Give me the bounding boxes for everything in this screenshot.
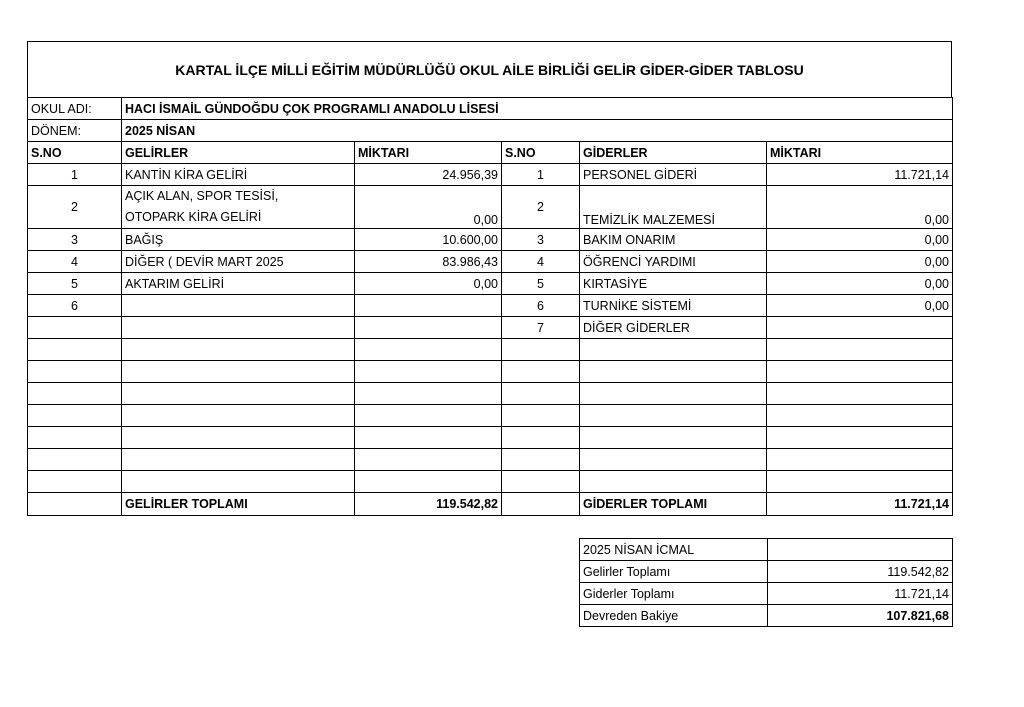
expense-no: 2 [502, 186, 580, 229]
empty-row [28, 361, 953, 383]
expense-amount: 0,00 [767, 186, 953, 229]
totals-row [28, 493, 953, 516]
school-row [28, 98, 953, 120]
header-row [28, 142, 953, 164]
period-value: 2025 NİSAN [122, 120, 953, 142]
income-name [122, 295, 355, 317]
expense-name: TURNİKE SİSTEMİ [580, 295, 767, 317]
expense-no: 7 [502, 317, 580, 339]
summary-label: Devreden Bakiye [580, 605, 768, 627]
header-income: GELİRLER [122, 142, 355, 164]
summary-value: 11.721,14 [768, 583, 953, 605]
expense-no: 1 [502, 164, 580, 186]
expense-name: DİĞER GİDERLER [580, 317, 767, 339]
empty-row [28, 449, 953, 471]
income-amount [355, 317, 502, 339]
header-amount-2: MİKTARI [767, 142, 953, 164]
income-name [122, 186, 355, 229]
summary-title: 2025 NİSAN İCMAL [580, 539, 768, 561]
income-name: AKTARIM GELİRİ [122, 273, 355, 295]
header-sno-2: S.NO [502, 142, 580, 164]
summary-table [579, 538, 953, 627]
summary-title-row [580, 539, 953, 561]
income-amount: 0,00 [355, 186, 502, 229]
expense-amount: 0,00 [767, 295, 953, 317]
empty-row [28, 383, 953, 405]
income-no [28, 317, 122, 339]
table-row [28, 317, 953, 339]
header-expense: GİDERLER [580, 142, 767, 164]
income-amount: 24.956,39 [355, 164, 502, 186]
expense-amount: 0,00 [767, 251, 953, 273]
expense-total-label: GİDERLER TOPLAMI [580, 493, 767, 516]
expense-name: TEMİZLİK MALZEMESİ [580, 186, 767, 229]
empty-row [28, 339, 953, 361]
income-no: 6 [28, 295, 122, 317]
period-label: DÖNEM: [28, 120, 122, 142]
income-amount [355, 295, 502, 317]
table-row [28, 186, 953, 229]
summary-row [580, 605, 953, 627]
header-amount: MİKTARI [355, 142, 502, 164]
expense-no: 3 [502, 229, 580, 251]
expense-name: KIRTASİYE [580, 273, 767, 295]
income-expense-table [27, 97, 953, 516]
expense-amount: 0,00 [767, 229, 953, 251]
income-total-value: 119.542,82 [355, 493, 502, 516]
summary-label: Giderler Toplamı [580, 583, 768, 605]
income-amount: 0,00 [355, 273, 502, 295]
income-name: BAĞIŞ [122, 229, 355, 251]
sheet-title: KARTAL İLÇE MİLLİ EĞİTİM MÜDÜRLÜĞÜ OKUL AİLE BİRLİĞİ GELİR GİDER-GİDER TABLOSU [27, 41, 952, 97]
expense-amount: 11.721,14 [767, 164, 953, 186]
table-row [28, 251, 953, 273]
summary-value: 119.542,82 [768, 561, 953, 583]
expense-name: ÖĞRENCİ YARDIMI [580, 251, 767, 273]
table-row [28, 295, 953, 317]
school-name: HACI İSMAİL GÜNDOĞDU ÇOK PROGRAMLI ANADOLU LİSESİ [122, 98, 953, 120]
table-row [28, 229, 953, 251]
empty-row [28, 471, 953, 493]
expense-name: BAKIM ONARIM [580, 229, 767, 251]
income-expense-sheet [27, 41, 952, 516]
expense-amount [767, 317, 953, 339]
expense-amount: 0,00 [767, 273, 953, 295]
income-no: 1 [28, 164, 122, 186]
income-name [122, 317, 355, 339]
income-total-label: GELİRLER TOPLAMI [122, 493, 355, 516]
summary-value: 107.821,68 [768, 605, 953, 627]
summary-row [580, 583, 953, 605]
income-amount: 10.600,00 [355, 229, 502, 251]
income-no: 4 [28, 251, 122, 273]
empty-row [28, 427, 953, 449]
income-name: DİĞER ( DEVİR MART 2025 [122, 251, 355, 273]
income-no: 3 [28, 229, 122, 251]
income-name-line-1: AÇIK ALAN, SPOR TESİSİ, [125, 189, 279, 203]
summary-row [580, 561, 953, 583]
expense-no: 4 [502, 251, 580, 273]
expense-total-value: 11.721,14 [767, 493, 953, 516]
income-name-line-2: OTOPARK KİRA GELİRİ [125, 210, 262, 224]
income-name: KANTİN KİRA GELİRİ [122, 164, 355, 186]
income-no: 2 [28, 186, 122, 229]
income-no: 5 [28, 273, 122, 295]
empty-row [28, 405, 953, 427]
summary-label: Gelirler Toplamı [580, 561, 768, 583]
table-row [28, 273, 953, 295]
period-row [28, 120, 953, 142]
table-row [28, 164, 953, 186]
expense-no: 5 [502, 273, 580, 295]
school-label: OKUL ADI: [28, 98, 122, 120]
header-sno: S.NO [28, 142, 122, 164]
expense-name: PERSONEL GİDERİ [580, 164, 767, 186]
expense-no: 6 [502, 295, 580, 317]
income-amount: 83.986,43 [355, 251, 502, 273]
